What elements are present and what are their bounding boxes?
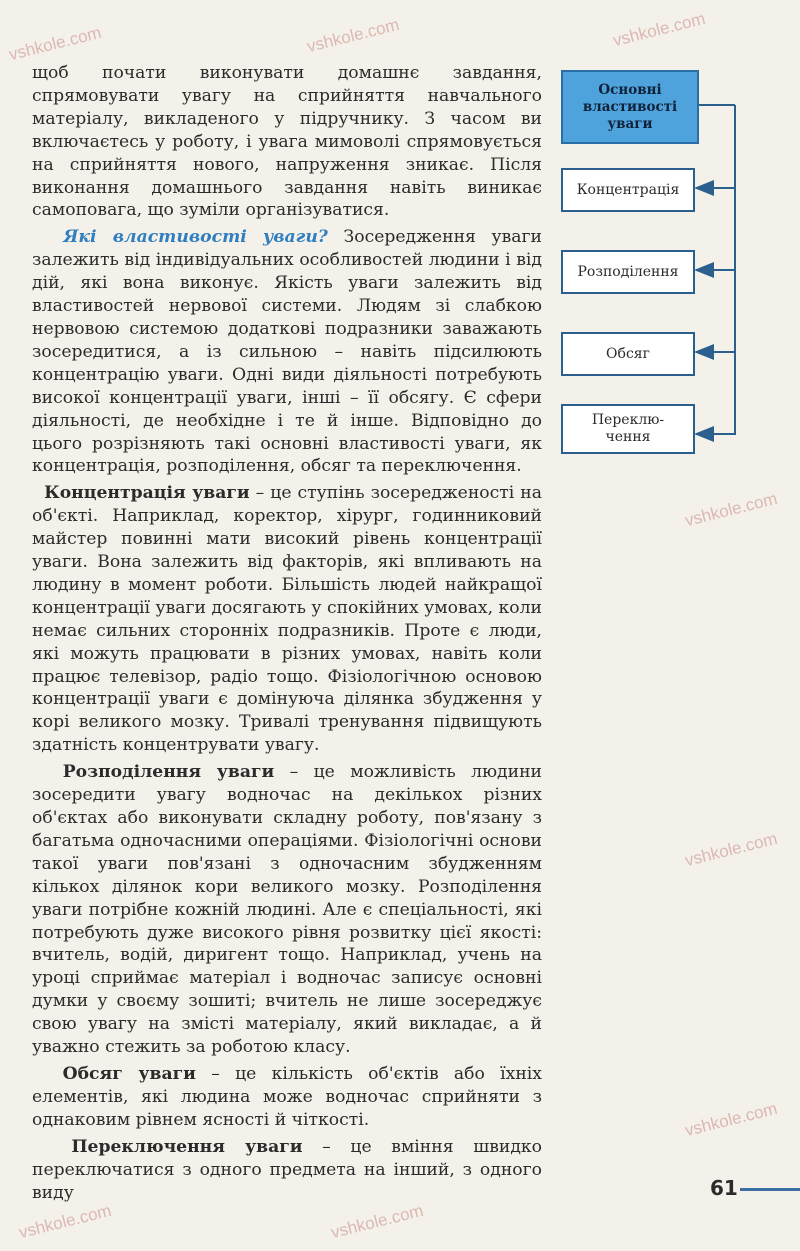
watermark: vshkole.com	[16, 1200, 114, 1243]
term-distribution: Розподілення уваги	[62, 762, 275, 783]
paragraph-text: – це кількість об'єктів або їхніх елементів, які людина може водночас сприйняти з однаковим рівнем ясності й чіткості.	[32, 1063, 542, 1130]
diagram-title-text: Основні властивості уваги	[582, 81, 678, 132]
watermark: vshkole.com	[682, 828, 780, 871]
diagram-item	[561, 168, 695, 212]
paragraph-text: щоб почати виконувати домашнє завдання, спрямовувати увагу на сприйняття навчального матеріалу, викладеного у підручнику. З часом ви включаєтесь у роботу, і увага мимоволі спрямовується на сприйняття нового, напруження зникає. Після виконання домашнього завдання навіть виникає самоповага, що зуміли організуватися.	[32, 63, 542, 221]
paragraph	[32, 482, 542, 757]
paragraph	[32, 1063, 542, 1132]
attention-properties-diagram	[555, 60, 745, 460]
diagram-item-label: Обсяг	[606, 345, 650, 362]
diagram-item-label: Переклю-чення	[591, 412, 665, 445]
diagram-item	[561, 332, 695, 376]
paragraph-text: Зосередження уваги залежить від індивідуальних особливостей людини і від дій, які вона виконує. Якість уваги залежить від властивостей нервової системи. Людям зі слабкою нервовою системою додаткові подразники заважають зосередитися, а із сильною – навіть підсилюють концентрацію уваги. Одні види діяльності потребують високої концентрації уваги, інші – її обсягу. Є сфери діяльності, де необхідне і те й інше. Відповідно до цього розрізняють такі основні властивості уваги, як концентрація, розподілення, обсяг та переключення.	[32, 227, 542, 477]
diagram-item	[561, 404, 695, 454]
paragraph	[32, 761, 542, 1059]
paragraph-text: – це можливість людини зосередити увагу водночас на декількох різних об'єктах або виконувати складну роботу, пов'язану з багатьма одночасними операціями. Фізіологічні основи такої уваги пов'язані з одночасним збудженням кількох ділянок кори великого мозку. Розподілення уваги потрібне кожній людині. Але є спеціальності, які потребують дуже високого рівня розвитку цієї якості: вчитель, водій, диригент тощо. Наприклад, учень на уроці сприймає матеріал і водночас записує основні думки у своєму зошиті; вчитель не лише зосереджує свою увагу на змісті матеріалу, який викладає, а й уважно стежить за роботою класу.	[32, 762, 542, 1058]
diagram-item	[561, 250, 695, 294]
diagram-title	[561, 70, 699, 144]
body-text	[32, 62, 542, 1204]
paragraph	[32, 226, 542, 478]
paragraph	[32, 1136, 542, 1205]
watermark: vshkole.com	[304, 14, 402, 57]
diagram-item-label: Концентрація	[576, 181, 680, 198]
watermark: vshkole.com	[610, 8, 708, 51]
watermark: vshkole.com	[682, 488, 780, 531]
term-volume: Обсяг уваги	[62, 1063, 196, 1084]
watermark: vshkole.com	[328, 1200, 426, 1243]
term-switching: Переключення уваги	[71, 1136, 303, 1157]
watermark: vshkole.com	[682, 1098, 780, 1141]
paragraph	[32, 62, 542, 222]
watermark: vshkole.com	[6, 22, 104, 65]
paragraph-text: – це ступінь зосередженості на об'єкті. Наприклад, коректор, хірург, годинниковий майстер повинні мати високий рівень концентрації уваги. Вона залежить від факторів, які впливають на людину в момент роботи. Більшість людей найкращої концентрації уваги досягають у спокійних умовах, коли немає сильних сторонніх подразників. Проте є люди, які можуть працювати в різних умовах, навіть коли працює телевізор, радіо тощо. Фізіологічною основою концентрації уваги є домінуюча ділянка збудження у корі великого мозку. Тривалі тренування підвищують здатність концентрувати увагу.	[32, 483, 543, 756]
section-question: Які властивості уваги?	[63, 227, 328, 248]
page-rule	[740, 1188, 800, 1191]
page-number: 61	[710, 1176, 738, 1200]
paragraph-text: – це вміння швидко переключатися з одного предмета на інший, з одного виду	[32, 1136, 542, 1203]
term-concentration: Концентрація уваги	[44, 483, 250, 504]
diagram-item-label: Розподілення	[577, 263, 679, 280]
